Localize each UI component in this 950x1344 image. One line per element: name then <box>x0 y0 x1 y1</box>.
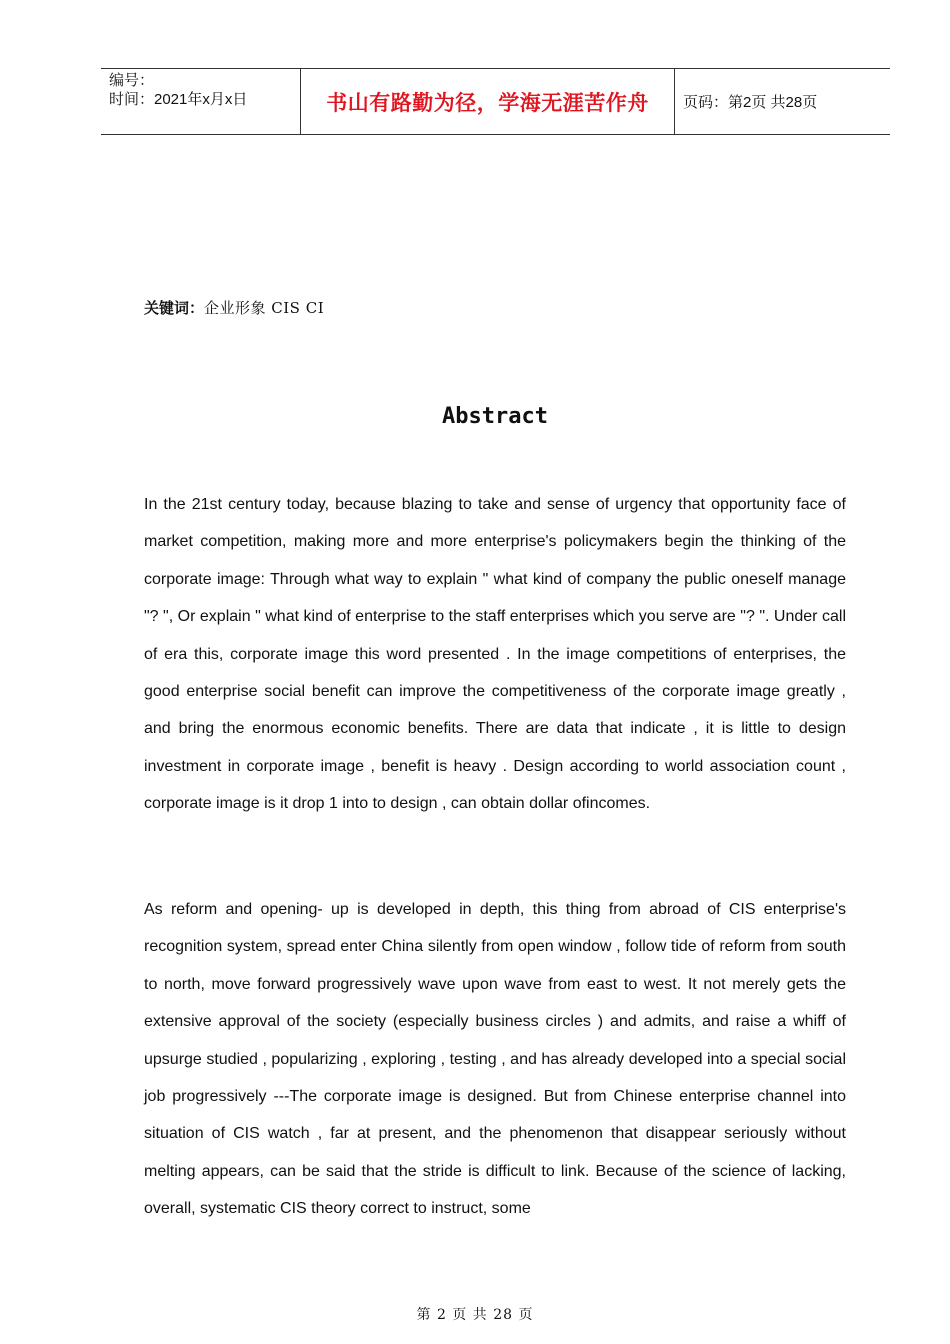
header-meta-cell <box>101 69 301 134</box>
number-label: 编号： <box>109 72 155 89</box>
abstract-title: Abstract <box>442 404 548 429</box>
header-page-info: 页码：第2页 共28页 <box>683 94 818 111</box>
header-motto: 书山有路勤为径，学海无涯苦作舟 <box>301 69 675 134</box>
abstract-paragraph-2: As reform and opening- up is developed in depth, this thing from abroad of CIS enterprise's recognition system, spread enter China silently from open window , follow tide of reform from south to north, move forward progressively wave upon wave from east to west. It not merely gets the extensive approval of the society (especially business circles ) and admits, and raise a whiff of upsurge studied , popularizing , exploring , testing , and has already developed into a special social job progressively ---The corporate image is designed. But from Chinese enterprise channel into situation of CIS watch , far at present, and the phenomenon that disappear seriously without melting appears, can be said that the stride is difficult to link. Because of the science of lacking, overall, systematic CIS theory correct to instruct, some <box>144 901 846 1218</box>
keywords-label: 关键词： <box>144 299 205 317</box>
keywords-value: 企业形象 CIS CI <box>204 299 325 317</box>
document-header <box>101 68 890 135</box>
keywords-line <box>144 297 324 318</box>
page-footer: 第 2 页 共 28 页 <box>416 1307 534 1323</box>
time-label: 时间：2021年x月x日 <box>109 91 248 108</box>
abstract-paragraph-1: In the 21st century today, because blazing to take and sense of urgency that opportunity face of market competition, making more and more enterprise's policymakers begin the thinking of the corporate image: Through what way to explain " what kind of company the public oneself manage "? ", Or explain " what kind of enterprise to the staff enterprises which you serve are "? ". Under call of era this, corporate image this word presented . In the image competitions of enterprises, the good enterprise social benefit can improve the competitiveness of the corporate image greatly , and bring the enormous economic benefits. There are data that indicate , it is little to design investment in corporate image , benefit is heavy . Design according to world association count , corporate image is it drop 1 into to design , can obtain dollar ofincomes. <box>144 496 846 813</box>
